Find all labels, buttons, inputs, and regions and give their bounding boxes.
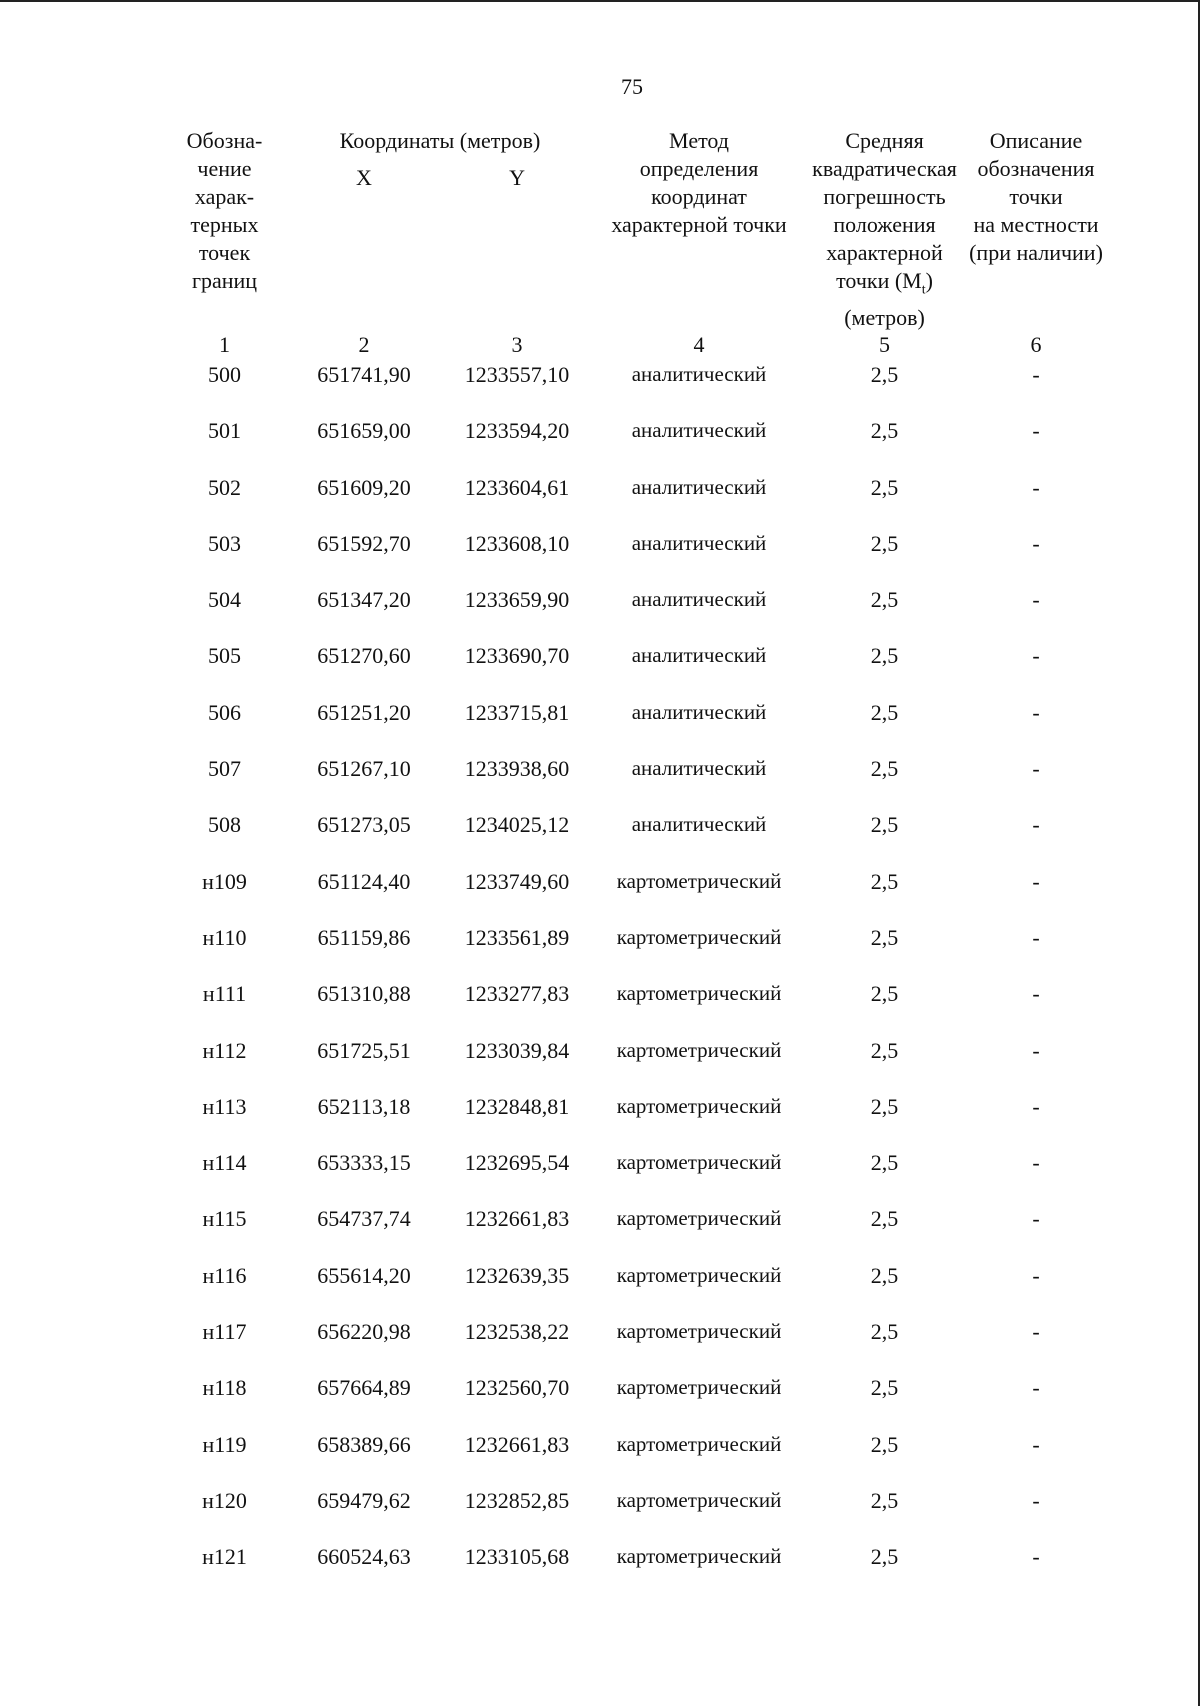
header-line: точки bbox=[1009, 184, 1063, 209]
y-coordinate-cell: 1233659,90 bbox=[464, 587, 570, 613]
x-coordinate-cell: 651124,40 bbox=[317, 868, 411, 894]
y-coordinate-cell: 1232661,83 bbox=[464, 1206, 570, 1232]
x-coordinate-cell: 651725,51 bbox=[317, 1037, 411, 1063]
description-cell: - bbox=[1032, 1431, 1040, 1457]
description-cell: - bbox=[1032, 1150, 1040, 1176]
y-coordinate-cell: 1232560,70 bbox=[464, 1375, 570, 1401]
col-number: 5 bbox=[879, 332, 891, 358]
x-coordinate-cell: 651310,88 bbox=[317, 981, 411, 1007]
description-cell: - bbox=[1032, 587, 1040, 613]
x-coordinate-cell: 655614,20 bbox=[317, 1262, 411, 1288]
header-line: погрешность bbox=[823, 184, 946, 209]
point-id-cell: н120 bbox=[202, 1487, 247, 1513]
table-row bbox=[162, 869, 1108, 925]
error-cell: 2,5 bbox=[870, 981, 899, 1007]
header-line: на местности bbox=[973, 212, 1099, 237]
coordinates-table bbox=[162, 362, 1108, 1601]
y-coordinate-cell: 1233690,70 bbox=[464, 643, 570, 669]
header-line bbox=[805, 267, 964, 304]
header-line: (при наличии) bbox=[969, 240, 1103, 265]
error-cell: 2,5 bbox=[870, 699, 899, 725]
col-number: 4 bbox=[693, 332, 705, 358]
error-cell: 2,5 bbox=[870, 643, 899, 669]
error-cell: 2,5 bbox=[870, 1150, 899, 1176]
description-cell: - bbox=[1032, 643, 1040, 669]
header-line: харак- bbox=[194, 184, 255, 209]
header-line: границ bbox=[191, 268, 258, 293]
m-prefix: точки (M bbox=[836, 268, 922, 293]
table-row bbox=[162, 362, 1108, 418]
y-coordinate-cell: 1233277,83 bbox=[464, 981, 570, 1007]
method-cell: аналитический bbox=[631, 587, 767, 612]
method-cell: картометрический bbox=[616, 1262, 782, 1287]
point-id-cell: н118 bbox=[202, 1375, 247, 1401]
header-point-designation bbox=[162, 127, 287, 332]
point-id-cell: н121 bbox=[202, 1544, 247, 1570]
m-subscript: t bbox=[921, 282, 926, 298]
point-id-cell: 508 bbox=[208, 812, 241, 838]
point-id-cell: 500 bbox=[208, 362, 241, 387]
error-cell: 2,5 bbox=[870, 1206, 899, 1232]
x-coordinate-cell: 658389,66 bbox=[317, 1431, 411, 1457]
method-cell: картометрический bbox=[616, 1206, 782, 1231]
table-row bbox=[162, 643, 1108, 699]
point-id-cell: 502 bbox=[208, 474, 241, 500]
y-coordinate-cell: 1233749,60 bbox=[464, 868, 570, 894]
table-header bbox=[162, 127, 1108, 358]
x-coordinate-cell: 654737,74 bbox=[317, 1206, 411, 1232]
description-cell: - bbox=[1032, 530, 1040, 556]
point-id-cell: н119 bbox=[202, 1431, 247, 1457]
method-cell: картометрический bbox=[616, 868, 782, 893]
error-cell: 2,5 bbox=[870, 362, 899, 387]
description-cell: - bbox=[1032, 1037, 1040, 1063]
description-cell: - bbox=[1032, 1093, 1040, 1119]
method-cell: картометрический bbox=[616, 1375, 782, 1400]
error-cell: 2,5 bbox=[870, 1093, 899, 1119]
point-id-cell: н112 bbox=[202, 1037, 247, 1063]
y-coordinate-cell: 1233604,61 bbox=[464, 474, 570, 500]
point-id-cell: н111 bbox=[202, 981, 247, 1007]
header-description bbox=[964, 127, 1108, 332]
table-row bbox=[162, 1038, 1108, 1094]
header-line: координат bbox=[651, 184, 747, 209]
y-coordinate-cell: 1233594,20 bbox=[464, 418, 570, 444]
error-cell: 2,5 bbox=[870, 1431, 899, 1457]
method-cell: картометрический bbox=[616, 981, 782, 1006]
point-id-cell: н117 bbox=[202, 1319, 247, 1345]
y-coordinate-cell: 1233105,68 bbox=[464, 1544, 570, 1570]
x-coordinate-cell: 651273,05 bbox=[317, 812, 411, 838]
y-coordinate-cell: 1232695,54 bbox=[464, 1150, 570, 1176]
method-cell: аналитический bbox=[631, 812, 767, 837]
header-line: определения bbox=[639, 156, 759, 181]
col-number: 6 bbox=[1030, 332, 1042, 358]
x-coordinate-cell: 651270,60 bbox=[317, 643, 411, 669]
table-row bbox=[162, 981, 1108, 1037]
point-id-cell: 506 bbox=[208, 699, 241, 725]
col-number: 1 bbox=[219, 332, 230, 358]
point-id-cell: н116 bbox=[202, 1262, 247, 1288]
table-row bbox=[162, 700, 1108, 756]
y-coordinate-cell: 1233715,81 bbox=[464, 699, 570, 725]
y-coordinate-cell: 1234025,12 bbox=[464, 812, 570, 838]
header-x: X bbox=[356, 165, 372, 191]
error-cell: 2,5 bbox=[870, 474, 899, 500]
header-line: Средняя bbox=[845, 128, 924, 153]
x-coordinate-cell: 660524,63 bbox=[317, 1544, 411, 1570]
point-id-cell: 501 bbox=[208, 418, 241, 444]
header-line: (метров) bbox=[844, 305, 925, 331]
col-number: 3 bbox=[511, 332, 523, 358]
method-cell: картометрический bbox=[616, 1150, 782, 1175]
point-id-cell: н114 bbox=[202, 1150, 247, 1176]
x-coordinate-cell: 651592,70 bbox=[317, 530, 411, 556]
point-id-cell: 503 bbox=[208, 530, 241, 556]
error-cell: 2,5 bbox=[870, 756, 899, 782]
description-cell: - bbox=[1032, 1319, 1040, 1345]
header-mean-square-error bbox=[805, 127, 964, 332]
table-body bbox=[162, 362, 1108, 1601]
x-coordinate-cell: 657664,89 bbox=[317, 1375, 411, 1401]
x-coordinate-cell: 651267,10 bbox=[317, 756, 411, 782]
header-line: точек bbox=[198, 240, 251, 265]
x-coordinate-cell: 659479,62 bbox=[317, 1487, 411, 1513]
m-suffix: ) bbox=[925, 268, 933, 293]
x-coordinate-cell: 651741,90 bbox=[317, 362, 411, 387]
header-line: Метод bbox=[669, 128, 729, 153]
table-row bbox=[162, 1094, 1108, 1150]
table-row bbox=[162, 418, 1108, 474]
y-coordinate-cell: 1232852,85 bbox=[464, 1487, 570, 1513]
y-coordinate-cell: 1233608,10 bbox=[464, 530, 570, 556]
table-row bbox=[162, 1206, 1108, 1262]
method-cell: аналитический bbox=[631, 474, 767, 499]
y-coordinate-cell: 1233039,84 bbox=[464, 1037, 570, 1063]
header-line: квадратическая bbox=[812, 156, 957, 181]
header-line: обозначения bbox=[977, 156, 1095, 181]
method-cell: картометрический bbox=[616, 1093, 782, 1118]
description-cell: - bbox=[1032, 1206, 1040, 1232]
description-cell: - bbox=[1032, 981, 1040, 1007]
x-coordinate-cell: 656220,98 bbox=[317, 1319, 411, 1345]
table-row bbox=[162, 925, 1108, 981]
y-coordinate-cell: 1232848,81 bbox=[464, 1093, 570, 1119]
scan-edge-top bbox=[0, 0, 1200, 2]
method-cell: аналитический bbox=[631, 362, 767, 386]
table-row bbox=[162, 1488, 1108, 1544]
error-cell: 2,5 bbox=[870, 1262, 899, 1288]
error-cell: 2,5 bbox=[870, 587, 899, 613]
error-cell: 2,5 bbox=[870, 868, 899, 894]
table-row bbox=[162, 531, 1108, 587]
header-line: Описание bbox=[989, 128, 1083, 153]
error-cell: 2,5 bbox=[870, 924, 899, 950]
table-row bbox=[162, 812, 1108, 868]
error-cell: 2,5 bbox=[870, 1037, 899, 1063]
header-line: характерной bbox=[826, 240, 943, 265]
header-line: положения bbox=[833, 212, 936, 237]
point-id-cell: н113 bbox=[202, 1093, 247, 1119]
error-cell: 2,5 bbox=[870, 1544, 899, 1570]
error-cell: 2,5 bbox=[870, 1375, 899, 1401]
page-number: 75 bbox=[621, 74, 643, 99]
point-id-cell: 504 bbox=[208, 587, 241, 613]
table-row bbox=[162, 1544, 1108, 1600]
x-coordinate-cell: 652113,18 bbox=[317, 1093, 411, 1119]
header-coordinates-group: Координаты (метров) bbox=[339, 128, 541, 153]
description-cell: - bbox=[1032, 362, 1040, 387]
y-coordinate-cell: 1232639,35 bbox=[464, 1262, 570, 1288]
table-row bbox=[162, 756, 1108, 812]
x-coordinate-cell: 651609,20 bbox=[317, 474, 411, 500]
description-cell: - bbox=[1032, 756, 1040, 782]
header-line: характерной точки bbox=[611, 212, 787, 237]
method-cell: аналитический bbox=[631, 756, 767, 781]
header-table bbox=[162, 127, 1108, 358]
method-cell: аналитический bbox=[631, 643, 767, 668]
description-cell: - bbox=[1032, 1544, 1040, 1570]
header-method bbox=[593, 127, 805, 332]
method-cell: картометрический bbox=[616, 924, 782, 949]
table-row bbox=[162, 1375, 1108, 1431]
header-y: Y bbox=[509, 165, 525, 191]
error-cell: 2,5 bbox=[870, 530, 899, 556]
point-id-cell: н109 bbox=[202, 868, 247, 894]
table-row bbox=[162, 1150, 1108, 1206]
description-cell: - bbox=[1032, 1487, 1040, 1513]
error-cell: 2,5 bbox=[870, 418, 899, 444]
method-cell: картометрический bbox=[616, 1487, 782, 1512]
error-cell: 2,5 bbox=[870, 1319, 899, 1345]
x-coordinate-cell: 651251,20 bbox=[317, 699, 411, 725]
header-line: терных bbox=[190, 212, 259, 237]
error-cell: 2,5 bbox=[870, 1487, 899, 1513]
x-coordinate-cell: 651347,20 bbox=[317, 587, 411, 613]
description-cell: - bbox=[1032, 474, 1040, 500]
description-cell: - bbox=[1032, 868, 1040, 894]
method-cell: картометрический bbox=[616, 1544, 782, 1569]
method-cell: аналитический bbox=[631, 699, 767, 724]
table-row bbox=[162, 1319, 1108, 1375]
y-coordinate-cell: 1233561,89 bbox=[464, 924, 570, 950]
x-coordinate-cell: 651159,86 bbox=[317, 924, 411, 950]
table-row bbox=[162, 587, 1108, 643]
description-cell: - bbox=[1032, 924, 1040, 950]
method-cell: картометрический bbox=[616, 1431, 782, 1456]
point-id-cell: н115 bbox=[202, 1206, 247, 1232]
method-cell: аналитический bbox=[631, 418, 767, 443]
method-cell: картометрический bbox=[616, 1037, 782, 1062]
y-coordinate-cell: 1232538,22 bbox=[464, 1319, 570, 1345]
method-cell: картометрический bbox=[616, 1319, 782, 1344]
header-line: Обозна- bbox=[186, 128, 263, 153]
header-line: чение bbox=[197, 156, 252, 181]
table-row bbox=[162, 1432, 1108, 1488]
error-cell: 2,5 bbox=[870, 812, 899, 838]
table-row bbox=[162, 1263, 1108, 1319]
table-row bbox=[162, 475, 1108, 531]
y-coordinate-cell: 1233557,10 bbox=[464, 362, 570, 387]
point-id-cell: 507 bbox=[208, 756, 241, 782]
col-number: 2 bbox=[358, 332, 370, 358]
description-cell: - bbox=[1032, 1262, 1040, 1288]
point-id-cell: 505 bbox=[208, 643, 241, 669]
y-coordinate-cell: 1233938,60 bbox=[464, 756, 570, 782]
x-coordinate-cell: 651659,00 bbox=[317, 418, 411, 444]
description-cell: - bbox=[1032, 1375, 1040, 1401]
description-cell: - bbox=[1032, 418, 1040, 444]
y-coordinate-cell: 1232661,83 bbox=[464, 1431, 570, 1457]
method-cell: аналитический bbox=[631, 530, 767, 555]
description-cell: - bbox=[1032, 812, 1040, 838]
point-id-cell: н110 bbox=[202, 924, 247, 950]
x-coordinate-cell: 653333,15 bbox=[317, 1150, 411, 1176]
description-cell: - bbox=[1032, 699, 1040, 725]
